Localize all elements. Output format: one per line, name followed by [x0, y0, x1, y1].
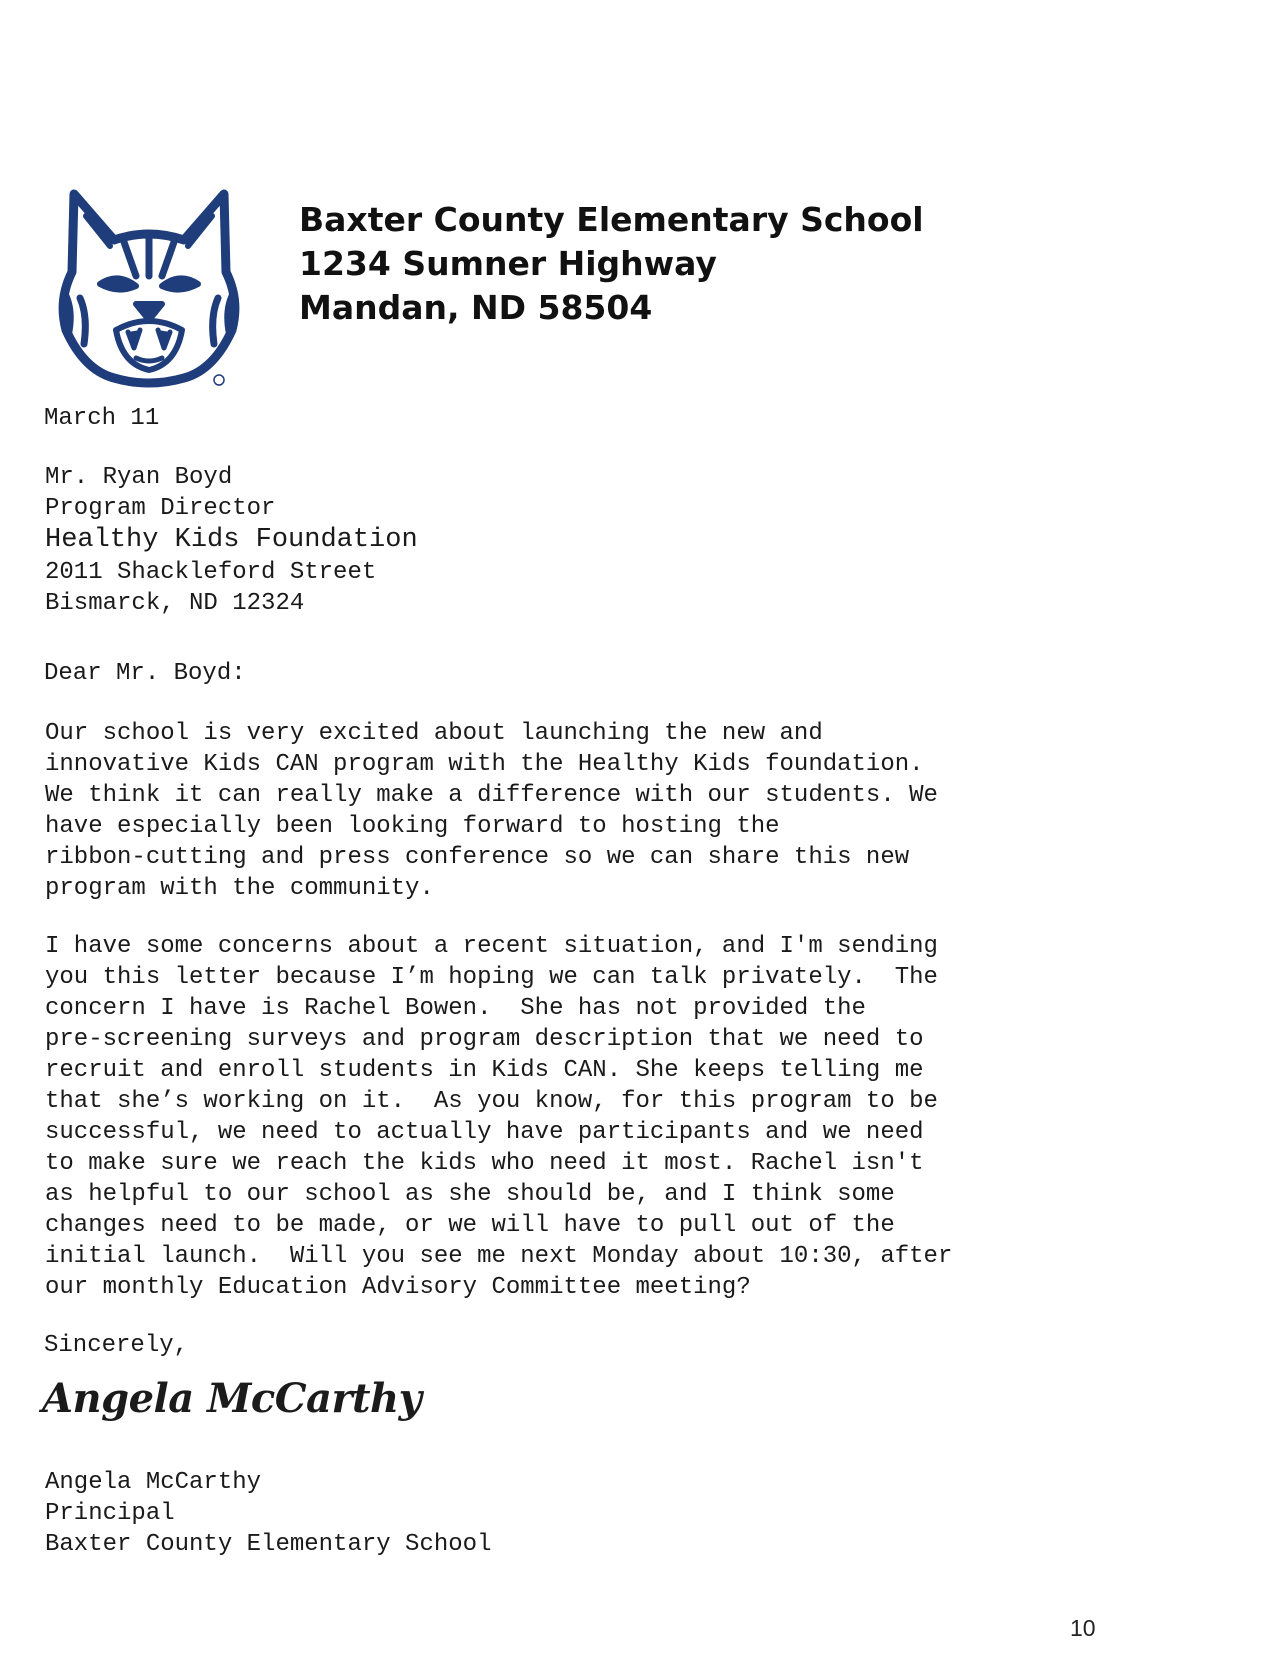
paragraph-line: program with the community.: [45, 875, 434, 902]
paragraph-line: have especially been looking forward to hosting the: [45, 813, 780, 840]
page-number: 10: [1070, 1615, 1096, 1641]
school-city-state-zip: Mandan, ND 58504: [299, 288, 653, 327]
paragraph-1: [45, 718, 938, 904]
paragraph-line: I have some concerns about a recent situation, and I'm sending: [45, 933, 938, 960]
sender-block: [45, 1467, 491, 1560]
recipient-address: [45, 462, 418, 619]
paragraph-line: We think it can really make a difference with our students. We: [45, 782, 938, 809]
wildcat-logo-icon: [44, 180, 254, 390]
closing: Sincerely,: [44, 1332, 189, 1359]
paragraph-line: initial launch. Will you see me next Monday about 10:30, after: [45, 1243, 953, 1270]
recipient-city-state-zip: Bismarck, ND 12324: [45, 590, 305, 617]
salutation: Dear Mr. Boyd:: [44, 660, 246, 687]
paragraph-2: [45, 931, 952, 1303]
paragraph-line: ribbon-cutting and press conference so we can share this new: [45, 844, 910, 871]
school-name: Baxter County Elementary School: [299, 200, 924, 239]
letter-date: March 11: [44, 405, 160, 432]
sender-school: Baxter County Elementary School: [45, 1531, 492, 1558]
paragraph-line: Our school is very excited about launching the new and: [45, 720, 823, 747]
paragraph-line: as helpful to our school as she should be, and I think some: [45, 1181, 895, 1208]
sender-title: Principal: [45, 1500, 175, 1527]
paragraph-line: you this letter because I’m hoping we can talk privately. The: [45, 964, 938, 991]
paragraph-line: successful, we need to actually have participants and we need: [45, 1119, 924, 1146]
paragraph-line: our monthly Education Advisory Committee meeting?: [45, 1274, 751, 1301]
recipient-title: Program Director: [45, 495, 276, 522]
letterhead: [299, 198, 924, 330]
paragraph-line: to make sure we reach the kids who need it most. Rachel isn't: [45, 1150, 924, 1177]
school-street: 1234 Sumner Highway: [299, 244, 717, 283]
handwritten-signature: Angela McCarthy: [42, 1375, 422, 1422]
paragraph-line: changes need to be made, or we will have to pull out of the: [45, 1212, 895, 1239]
paragraph-line: concern I have is Rachel Bowen. She has not provided the: [45, 995, 866, 1022]
paragraph-line: pre-screening surveys and program description that we need to: [45, 1026, 924, 1053]
sender-name: Angela McCarthy: [45, 1469, 262, 1496]
recipient-street: 2011 Shackleford Street: [45, 559, 377, 586]
recipient-organization: Healthy Kids Foundation: [45, 525, 418, 555]
paragraph-line: that she’s working on it. As you know, for this program to be: [45, 1088, 938, 1115]
recipient-name: Mr. Ryan Boyd: [45, 464, 233, 491]
paragraph-line: recruit and enroll students in Kids CAN. She keeps telling me: [45, 1057, 924, 1084]
paragraph-line: innovative Kids CAN program with the Healthy Kids foundation.: [45, 751, 924, 778]
